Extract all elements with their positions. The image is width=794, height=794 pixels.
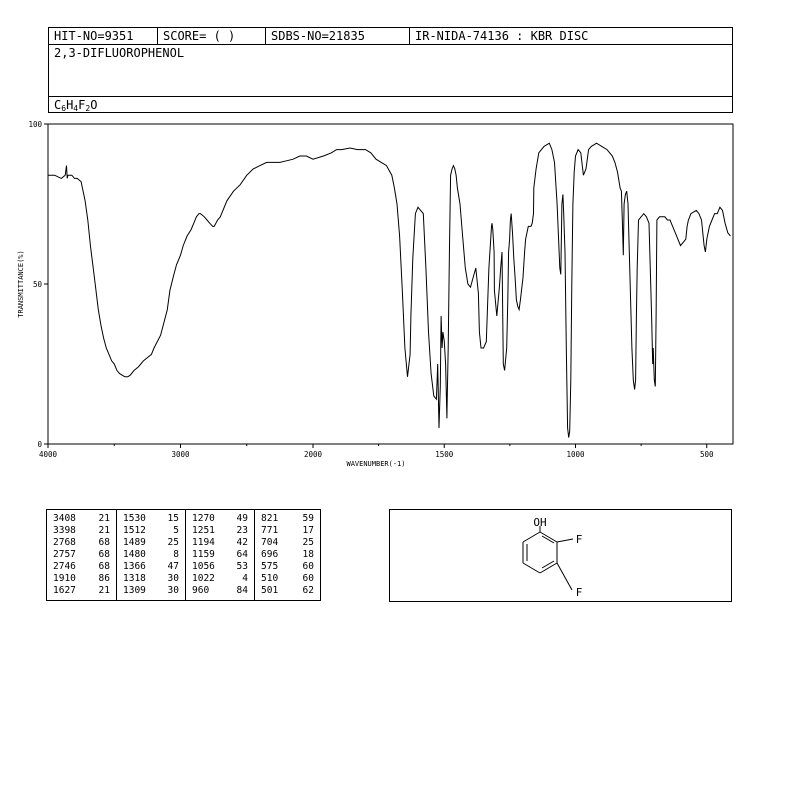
peak-wavenumber: 1489 [123, 537, 146, 548]
peak-table-row [186, 549, 254, 561]
peak-table-row [117, 561, 185, 573]
peak-wavenumber: 704 [261, 537, 279, 548]
ring-bond-1 [540, 532, 557, 542]
y-tick-label: 100 [28, 120, 42, 129]
peak-transmittance: 53 [236, 561, 248, 572]
oh-label: OH [533, 516, 547, 529]
peak-transmittance: 86 [98, 573, 110, 584]
x-tick-label: 500 [699, 450, 714, 459]
peak-wavenumber: 575 [261, 561, 279, 572]
peak-wavenumber: 1512 [123, 525, 146, 536]
peak-transmittance: 5 [173, 525, 179, 536]
peak-table-row [255, 549, 320, 561]
peak-wavenumber: 1480 [123, 549, 146, 560]
x-tick-label: 1500 [435, 450, 454, 459]
peak-transmittance: 60 [302, 573, 314, 584]
peak-wavenumber: 1270 [192, 513, 215, 524]
peak-wavenumber: 696 [261, 549, 279, 560]
transmittance-series-line [48, 143, 730, 437]
ring-bond-6 [523, 532, 540, 542]
peak-transmittance: 84 [236, 585, 248, 596]
f-bond-2 [557, 563, 572, 590]
x-tick-label: 4000 [38, 450, 58, 459]
y-axis-label: TRANSMITTANCE(%) [17, 250, 25, 318]
x-axis [39, 444, 714, 459]
peak-wavenumber: 2757 [53, 549, 76, 560]
peak-wavenumber: 1366 [123, 561, 146, 572]
peak-table-row [47, 513, 116, 525]
peak-table-row [186, 585, 254, 597]
peak-table-row [255, 561, 320, 573]
peak-wavenumber: 1318 [123, 573, 146, 584]
x-tick-label: 3000 [171, 450, 190, 459]
peak-wavenumber: 1251 [192, 525, 215, 536]
peak-table-row [255, 525, 320, 537]
peak-table-row [47, 585, 116, 597]
peak-table-column [116, 510, 185, 600]
fluorine-label-2: F [575, 586, 583, 599]
peak-wavenumber: 2746 [53, 561, 76, 572]
peak-wavenumber: 510 [261, 573, 279, 584]
peak-transmittance: 17 [302, 525, 314, 536]
peak-transmittance: 42 [236, 537, 248, 548]
peak-transmittance: 68 [98, 537, 110, 548]
peak-table-row [117, 549, 185, 561]
peak-wavenumber: 771 [261, 525, 279, 536]
peak-table-row [117, 513, 185, 525]
peak-wavenumber: 501 [261, 585, 279, 596]
peak-table-row [255, 513, 320, 525]
peak-transmittance: 21 [98, 585, 110, 596]
peak-transmittance: 62 [302, 585, 314, 596]
structure-box [389, 509, 732, 602]
x-tick-label: 2000 [303, 450, 323, 459]
peak-table-row [117, 537, 185, 549]
peak-transmittance: 64 [236, 549, 248, 560]
peak-transmittance: 15 [167, 513, 179, 524]
peak-table-row [186, 537, 254, 549]
peak-table-row [117, 573, 185, 585]
peak-table [46, 509, 321, 601]
y-axis [28, 120, 48, 449]
peak-wavenumber: 960 [192, 585, 210, 596]
peak-table-column [185, 510, 254, 600]
peak-transmittance: 60 [302, 561, 314, 572]
peak-table-row [255, 537, 320, 549]
x-tick-label: 1000 [566, 450, 585, 459]
peak-wavenumber: 1910 [53, 573, 76, 584]
peak-transmittance: 68 [98, 549, 110, 560]
peak-table-row [47, 561, 116, 573]
peak-wavenumber: 3398 [53, 525, 76, 536]
peak-table-row [47, 525, 116, 537]
peak-transmittance: 18 [302, 549, 314, 560]
molecular-formula: $C_6H_4F_2O$ [54, 98, 98, 113]
f-bond-1 [557, 539, 573, 542]
peak-table-row [255, 573, 320, 585]
compound-name: 2,3-DIFLUOROPHENOL [54, 46, 185, 60]
peak-transmittance: 30 [167, 573, 179, 584]
peak-transmittance: 47 [167, 561, 179, 572]
peak-wavenumber: 1194 [192, 537, 215, 548]
x-axis-label: WAVENUMBER(-1) [346, 460, 406, 468]
peak-table-row [47, 573, 116, 585]
peak-table-column [254, 510, 320, 600]
peak-table-row [255, 585, 320, 597]
peak-transmittance: 21 [98, 525, 110, 536]
peak-table-row [186, 561, 254, 573]
peak-wavenumber: 3408 [53, 513, 76, 524]
peak-table-row [47, 537, 116, 549]
peak-table-row [186, 573, 254, 585]
ir-source-info: IR-NIDA-74136 : KBR DISC [409, 28, 733, 44]
hit-number: HIT-NO=9351 [54, 29, 134, 43]
peak-transmittance: 23 [236, 525, 248, 536]
ring-double-bond-2 [542, 561, 554, 568]
peak-wavenumber: 1056 [192, 561, 215, 572]
peak-wavenumber: 1159 [192, 549, 215, 560]
peak-wavenumber: 821 [261, 513, 279, 524]
peak-wavenumber: 1022 [192, 573, 215, 584]
peak-transmittance: 49 [236, 513, 248, 524]
peak-transmittance: 4 [242, 573, 248, 584]
y-tick-label: 0 [37, 440, 42, 449]
y-tick-label: 50 [32, 280, 42, 289]
peak-transmittance: 21 [98, 513, 110, 524]
peak-wavenumber: 1627 [53, 585, 76, 596]
score: SCORE= ( ) [157, 28, 265, 44]
peak-transmittance: 25 [302, 537, 314, 548]
peak-table-row [117, 525, 185, 537]
ring-bond-4 [523, 563, 540, 573]
peak-table-row [117, 585, 185, 597]
sdbs-number: SDBS-NO=21835 [265, 28, 409, 44]
peak-table-row [47, 549, 116, 561]
peak-table-row [186, 513, 254, 525]
molecular-structure-diagram [390, 510, 731, 601]
peak-wavenumber: 1309 [123, 585, 146, 596]
fluorine-label-1: F [575, 533, 583, 546]
peak-transmittance: 25 [167, 537, 179, 548]
peak-table-column [47, 510, 116, 600]
peak-wavenumber: 1530 [123, 513, 146, 524]
peak-table-row [186, 525, 254, 537]
peak-transmittance: 68 [98, 561, 110, 572]
peak-transmittance: 8 [173, 549, 179, 560]
peak-wavenumber: 2768 [53, 537, 76, 548]
peak-transmittance: 30 [167, 585, 179, 596]
peak-transmittance: 59 [302, 513, 314, 524]
